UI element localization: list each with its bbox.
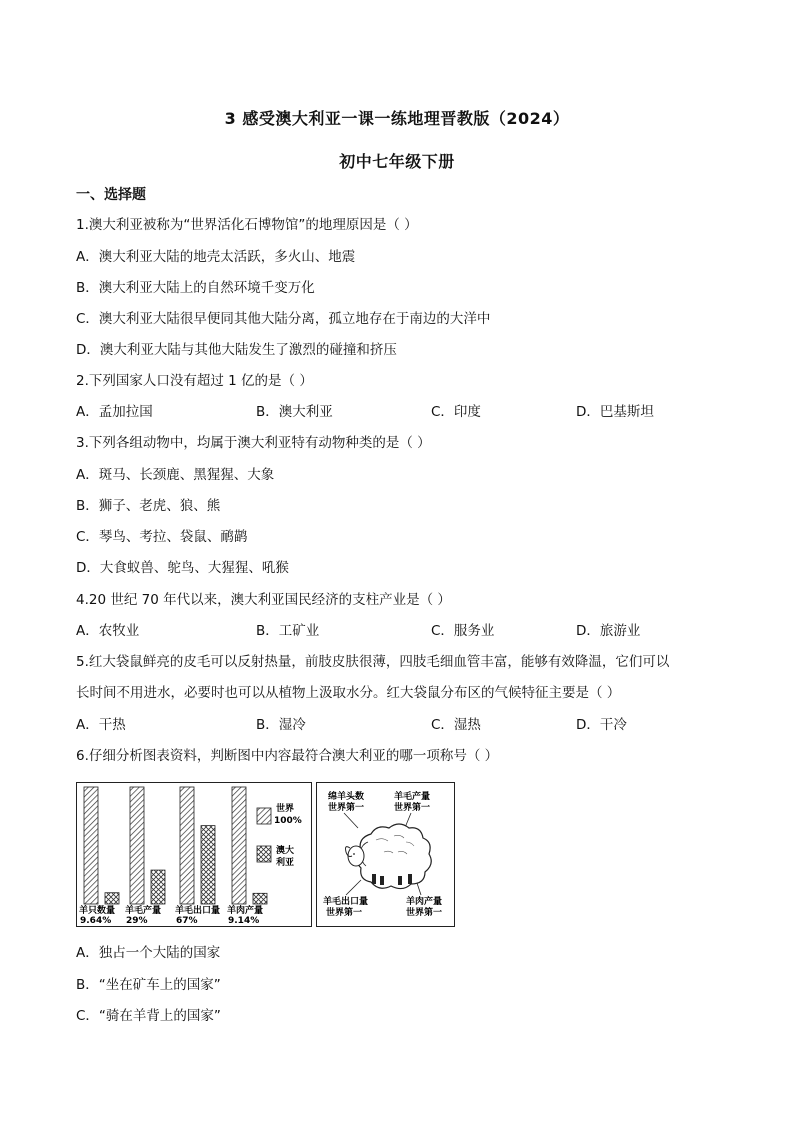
category-value-label: 9.64% [80, 916, 112, 926]
question-3-stem: 3.下列各组动物中，均属于澳大利亚特有动物种类的是（ ） [76, 435, 431, 451]
question-4-option-c: C．服务业 [431, 623, 495, 639]
question-2-option-b: B．澳大利亚 [256, 404, 333, 420]
question-3-option-a: A．斑马、长颈鹿、黑猩猩、大象 [76, 467, 275, 483]
question-5-stem-line2: 长时间不用进水，必要时也可以从植物上汲取水分。红大袋鼠分布区的气候特征主要是（ ） [76, 685, 621, 701]
sheep-label-top-left-2: 世界第一 [328, 803, 365, 813]
bar-world-3 [232, 787, 246, 904]
category-value-label: 9.14% [228, 916, 260, 926]
question-5-option-c: C．湿热 [431, 717, 481, 733]
question-4-option-a: A．农牧业 [76, 623, 140, 639]
question-5-option-a: A．干热 [76, 717, 126, 733]
document-subtitle: 初中七年级下册 [339, 152, 455, 171]
question-1-stem: 1.澳大利亚被称为“世界活化石博物馆”的地理原因是（ ） [76, 217, 418, 233]
question-1-option-d: D．澳大利亚大陆与其他大陆发生了激烈的碰撞和挤压 [76, 342, 397, 358]
bar-australia-0 [105, 893, 119, 904]
category-label: 羊毛出口量 [175, 906, 221, 916]
legend-label-australia-2: 利亚 [276, 858, 295, 868]
question-5-option-d: D．干冷 [576, 717, 627, 733]
bar-world-0 [84, 787, 98, 904]
sheep-label-bottom-left-2: 世界第一 [326, 908, 363, 918]
question-2-option-a: A．孟加拉国 [76, 404, 153, 420]
bar-world-2 [180, 787, 194, 904]
category-label: 羊肉产量 [227, 906, 264, 916]
category-label: 羊毛产量 [125, 906, 162, 916]
question-6-option-c: C．“骑在羊背上的国家” [76, 1008, 221, 1024]
question-2-stem: 2.下列国家人口没有超过 1 亿的是（ ） [76, 373, 313, 389]
legend-swatch-australia [257, 846, 271, 862]
question-6-stem: 6.仔细分析图表资料，判断图中内容最符合澳大利亚的哪一项称号（ ） [76, 748, 499, 764]
question-5-stem-line1: 5.红大袋鼠鲜亮的皮毛可以反射热量，前肢皮肤很薄，四肢毛细血管丰富，能够有效降温，它们可以 [76, 654, 670, 670]
question-6-option-a: A．独占一个大陆的国家 [76, 945, 221, 961]
question-2-option-c: C．印度 [431, 404, 481, 420]
category-value-label: 67% [176, 916, 198, 926]
sheep-label-top-right-1: 羊毛产量 [394, 792, 431, 802]
bar-australia-3 [253, 893, 267, 904]
sheep-label-top-right-2: 世界第一 [394, 803, 431, 813]
category-label: 羊只数量 [79, 906, 116, 916]
legend-label-world-pct: 100% [274, 816, 302, 826]
sheep-label-bottom-left-1: 羊毛出口量 [323, 897, 369, 907]
question-6-figure [76, 782, 456, 927]
bar-world-1 [130, 787, 144, 904]
question-3-option-c: C．琴鸟、考拉、袋鼠、鸸鹋 [76, 529, 248, 545]
question-4-option-b: B．工矿业 [256, 623, 320, 639]
sheep-label-top-left-1: 绵羊头数 [328, 792, 365, 802]
legend-swatch-world [257, 808, 271, 824]
section-heading: 一、选择题 [76, 187, 146, 203]
question-1-option-b: B．澳大利亚大陆上的自然环境千变万化 [76, 280, 315, 296]
question-5-option-b: B．湿冷 [256, 717, 306, 733]
figure-svg [76, 782, 456, 927]
legend-label-world: 世界 [276, 804, 295, 814]
question-3-option-b: B．狮子、老虎、狼、熊 [76, 498, 221, 514]
question-1-option-c: C．澳大利亚大陆很早便同其他大陆分离，孤立地存在于南边的大洋中 [76, 311, 491, 327]
question-4-option-d: D．旅游业 [576, 623, 641, 639]
question-6-option-b: B．“坐在矿车上的国家” [76, 977, 221, 993]
category-value-label: 29% [126, 916, 148, 926]
document-title: 3 感受澳大利亚一课一练地理晋教版（2024） [224, 109, 570, 128]
bar-australia-1 [151, 870, 165, 904]
sheep-label-bottom-right-2: 世界第一 [406, 908, 443, 918]
question-3-option-d: D．大食蚁兽、鸵鸟、大猩猩、吼猴 [76, 560, 289, 576]
legend-label-australia-1: 澳大 [276, 846, 295, 856]
question-1-option-a: A．澳大利亚大陆的地壳太活跃，多火山、地震 [76, 249, 356, 265]
question-4-stem: 4.20 世纪 70 年代以来，澳大利亚国民经济的支柱产业是（ ） [76, 592, 451, 608]
question-2-option-d: D．巴基斯坦 [576, 404, 654, 420]
sheep-label-bottom-right-1: 羊肉产量 [406, 897, 443, 907]
bar-australia-2 [201, 826, 215, 904]
